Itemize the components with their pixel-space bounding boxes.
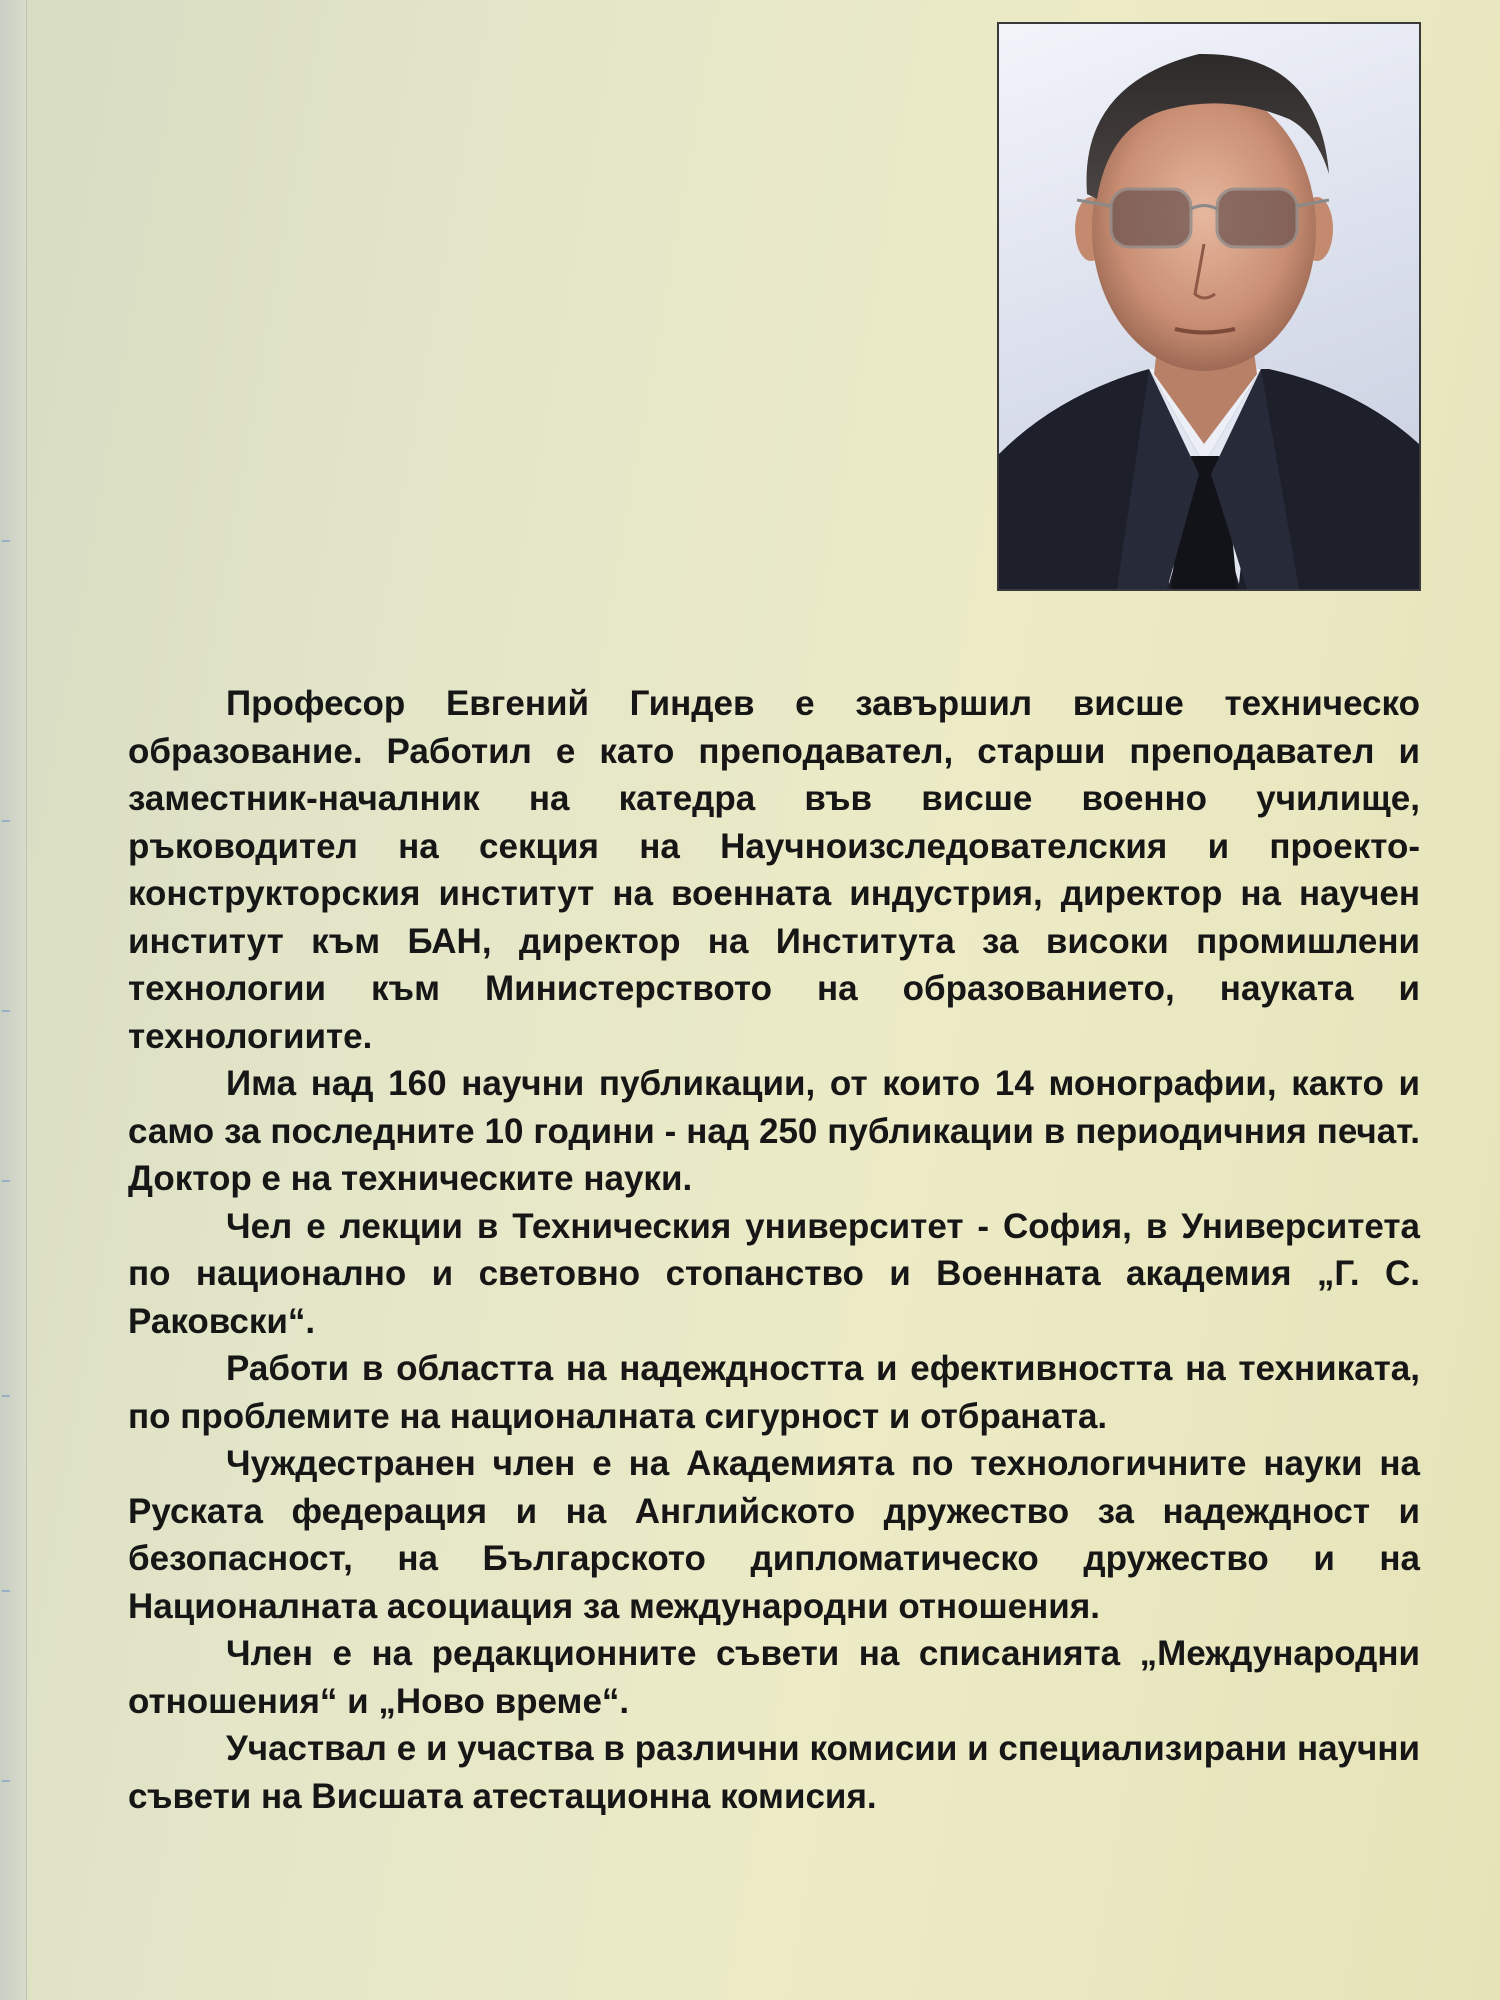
left-page-edge — [0, 0, 27, 2000]
bio-paragraph-research-areas: Работи в областта на надеждността и ефективността на техниката, по проблемите на националната сигурност и отбраната. — [128, 1349, 1420, 1436]
bio-paragraph-commissions: Участвал е и участва в различни комисии и специализирани научни съвети на Висшата атестационна комисия. — [128, 1729, 1420, 1816]
author-portrait-photo — [997, 22, 1421, 591]
bio-paragraph-memberships: Чуждестранен член е на Академията по технологичните науки на Руската федерация и на Английското дружество за надеждност и безопасност, на Българското дипломатическо дружество и на Националната асоциация за международни отношения. — [128, 1444, 1420, 1626]
author-biography — [128, 680, 1420, 1820]
bio-paragraph-publications: Има над 160 научни публикации, от които 14 монографии, както и само за последните 10 години - над 250 публикации в периодичния печат. Доктор е на техническите науки. — [128, 1064, 1420, 1198]
bio-paragraph-education-career: Професор Евгений Гиндев е завършил висше техническо образование. Работил е като преподавател, старши преподавател и заместник-началник на катедра във висше военно училище, ръководител на секция на Научноизследователския и проекто-конструкторския институт на военната индустрия, директор на научен институт към БАН, директор на Института за високи промишлени технологии към Министерството на образованието, науката и технологиите. — [128, 684, 1420, 1056]
bio-paragraph-editorial-boards: Член е на редакционните съвети на списанията „Международни отношения“ и „Ново време“. — [128, 1634, 1420, 1721]
bio-paragraph-lectures: Чел е лекции в Техническия университет - София, в Университета по национално и световно стопанство и Военната академия „Г. С. Раковски“. — [128, 1206, 1420, 1341]
